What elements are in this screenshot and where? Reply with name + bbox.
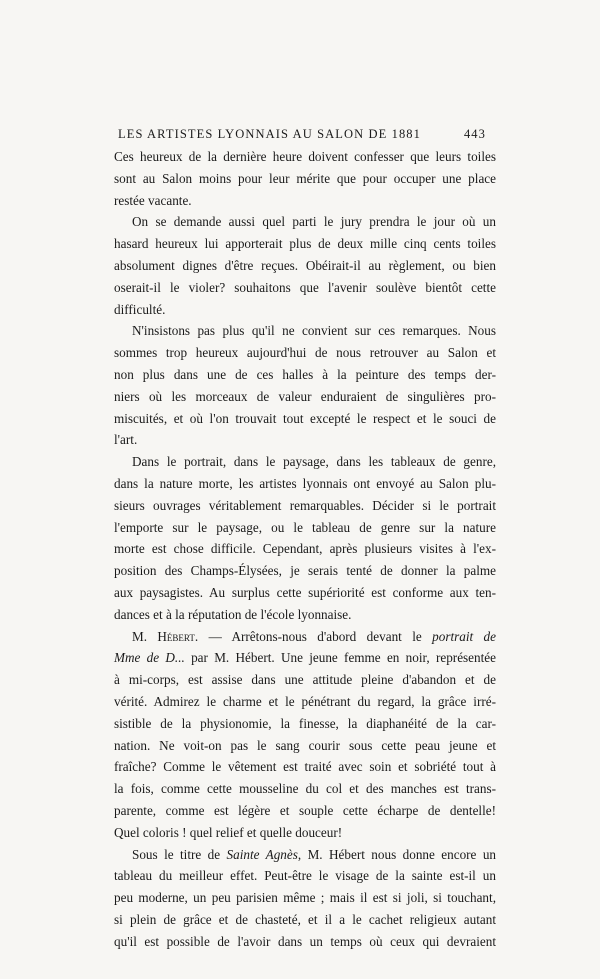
text-line: Quel coloris ! quel relief et quelle douceur! xyxy=(114,824,343,840)
text-line xyxy=(114,844,496,866)
text-line: On se demande aussi quel parti le jury prendra le jour où un xyxy=(132,214,496,230)
text-line: difficulté. xyxy=(114,301,166,317)
text-run: par M. Hébert. Une jeune femme en noir, représentée xyxy=(184,650,496,666)
text-run: — Arrêtons-nous d'abord devant le xyxy=(198,628,433,644)
text-line: oserait-il le violer? souhaitons que l'avenir soulève bientôt cette xyxy=(114,279,496,295)
text-line: parente, comme est légère et souple cette écharpe de dentelle! xyxy=(114,802,496,818)
text-line: tableau du meilleur effet. Peut-être le visage de la sainte est-il un xyxy=(114,868,496,884)
text-line: miscuités, et où l'on trouvait tout excepté le respect et le souci de xyxy=(114,410,496,426)
text-line: sistible de la physionomie, la finesse, la diaphanéité de la car- xyxy=(114,715,496,731)
text-line: morte est chose difficile. Cependant, après plusieurs visites à l'ex- xyxy=(114,541,496,557)
running-title: LES ARTISTES LYONNAIS AU SALON DE 1881 xyxy=(118,127,421,141)
running-head xyxy=(118,127,486,147)
artwork-title: portrait de xyxy=(432,628,496,644)
text-line: nation. Ne voit-on pas le sang courir sous cette peau jeune et xyxy=(114,737,496,753)
text-line: qu'il est possible de l'avoir dans un temps où ceux qui devraient xyxy=(114,933,496,949)
text-line: l'emporte sur le paysage, ou le tableau de genre sur la nature xyxy=(114,519,496,535)
text-line: Ces heureux de la dernière heure doivent confesser que leurs toiles xyxy=(114,149,496,164)
text-line: position des Champs-Élysées, je serais tenté de donner la palme xyxy=(114,563,496,579)
artwork-title: Mme de D... xyxy=(114,650,185,666)
text-line: N'insistons pas plus qu'il ne convient sur ces remarques. Nous xyxy=(132,323,496,339)
text-line: hasard heureux lui apporterait plus de deux mille cinq cents toiles xyxy=(114,236,496,252)
text-line: l'art. xyxy=(114,432,138,448)
text-line: Dans le portrait, dans le paysage, dans les tableaux de genre, xyxy=(132,454,496,470)
text-line: sieurs ouvrages véritablement remarquables. Décider si le portrait xyxy=(114,497,496,513)
text-line xyxy=(114,647,496,669)
text-line: non plus dans une de ces halles à la peinture des temps der- xyxy=(114,366,496,382)
text-line: absolument dignes d'être reçues. Obéirait-il au règlement, ou bien xyxy=(114,257,496,273)
text-line: aux paysagistes. Au surplus cette supériorité est conforme aux ten- xyxy=(114,584,496,600)
text-line: dances et à la réputation de l'école lyonnaise. xyxy=(114,606,352,622)
text-line: restée vacante. xyxy=(114,192,192,208)
text-line: vérité. Admirez le charme et le pénétrant du regard, la grâce irré- xyxy=(114,693,496,709)
text-line: fraîche? Comme le vêtement est traité avec soin et sobriété tout à xyxy=(114,759,496,775)
artist-name: M. Hébert. xyxy=(132,628,199,644)
text-run: , M. Hébert nous donne encore un xyxy=(297,846,497,862)
artwork-title: Sainte Agnès xyxy=(226,846,298,862)
text-body xyxy=(114,146,496,952)
text-line: si plein de grâce et de chasteté, et il a le cachet religieux autant xyxy=(114,911,496,927)
text-line: la fois, comme cette mousseline du col et des manches est trans- xyxy=(114,781,496,797)
text-line: peu moderne, un peu parisien même ; mais il est si joli, si touchant, xyxy=(114,890,496,906)
text-run: Sous le titre de xyxy=(132,846,227,862)
text-line: sont au Salon moins pour leur mérite que pour occuper une place xyxy=(114,170,496,186)
text-line: dans la nature morte, les artistes lyonnais ont envoyé au Salon plu- xyxy=(114,475,496,491)
text-line: à mi-corps, est assise dans une attitude pleine d'abandon et de xyxy=(114,672,496,688)
text-line: sommes trop heureux aujourd'hui de nous retrouver au Salon et xyxy=(114,345,496,361)
text-line xyxy=(114,626,496,648)
text-line: niers où les morceaux de valeur enduraient de singulières pro- xyxy=(114,388,496,404)
page-number: 443 xyxy=(463,127,486,141)
